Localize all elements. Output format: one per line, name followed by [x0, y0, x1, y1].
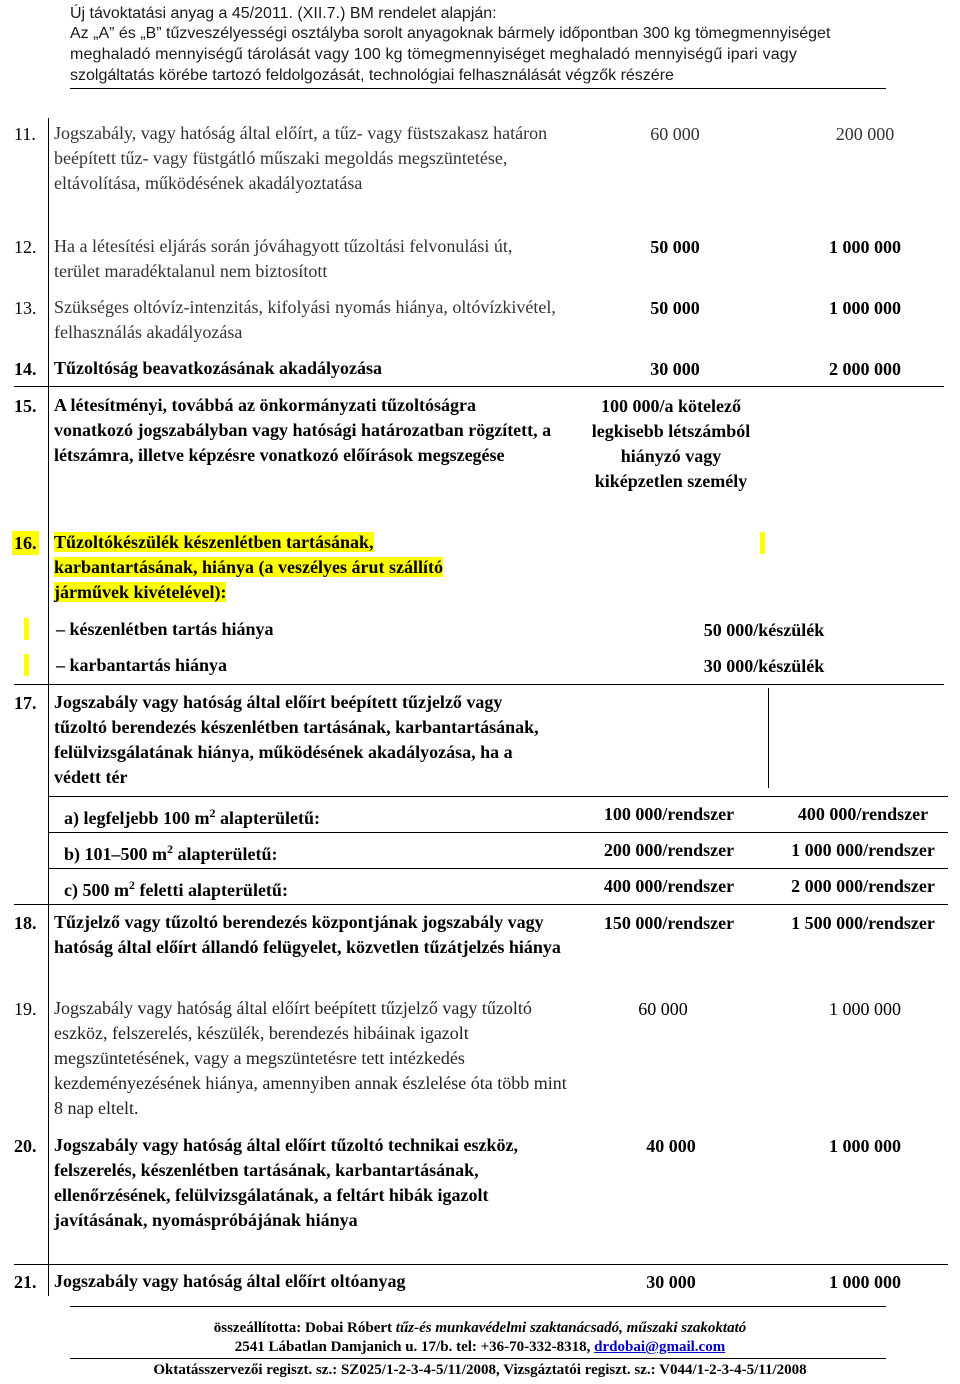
header-rule — [70, 88, 886, 89]
row-19-max: 1 000 000 — [829, 999, 901, 1019]
row-20-bottom-rule — [14, 1264, 948, 1265]
row-14-text: Tűzoltóság beavatkozásának akadályozása — [54, 358, 383, 378]
row-19-number: 19. — [14, 999, 37, 1019]
row-20-max: 1 000 000 — [829, 1136, 901, 1156]
row17-right-rule — [768, 688, 769, 788]
row-17a-top-rule — [48, 796, 948, 797]
row-19-text: Jogszabály vagy hatóság által előírt beépített tűzjelző vagy tűzoltó eszköz, felszerelés, készülék, berendezés hibáinak igazolt megszüntetésének, vagy a megszüntetésre tett intézkedés kezdeményezésének hiánya, amennyiben annak észlelése óta több mint 8 nap eltelt. — [54, 998, 567, 1118]
row-17c-max: 2 000 000/rendszer — [791, 876, 935, 896]
row-16a-change-marker — [24, 618, 29, 640]
header-line-2: Az „A” és „B” tűzveszélyességi osztályba sorolt anyagoknak bármely időpontban 300 kg tömegmennyiséget — [70, 25, 831, 42]
row-16-text-line-1: Tűzoltókészülék készenlétben tartásának, — [54, 532, 374, 552]
row-20-number: 20. — [14, 1136, 37, 1156]
row-15-fine: 100 000/a kötelező legkisebb létszámból hiányzó vagy kiképzetlen személy — [591, 396, 751, 491]
row-20-text: Jogszabály vagy hatóság által előírt tűzoltó technikai eszköz, felszerelés, készenlétben tartásának, karbantartásának, ellenőrzésének, felülvizsgálatának, a feltárt hibák igazolt javításának, nyomáspróbájának hiánya — [54, 1135, 518, 1230]
row-14-divider — [14, 386, 944, 387]
row-17c-label: c) 500 $m^2$ feletti alapterületű: — [64, 878, 288, 900]
row-17b-top-rule — [48, 832, 948, 833]
row-16a-fine: 50 000/készülék — [703, 620, 825, 640]
row-11-number: 11. — [14, 124, 36, 144]
row-14-min: 30 000 — [650, 359, 700, 379]
row-12-min: 50 000 — [650, 237, 700, 257]
left-table-rule — [48, 118, 49, 1296]
row-12-text: Ha a létesítési eljárás során jóváhagyott tűzoltási felvonulási út, terület maradéktalanul nem biztosított — [54, 236, 513, 281]
footer-rule-2 — [70, 1358, 886, 1359]
footer-compiled-by: összeállította: Dobai Róbert tűz-és munkavédelmi szaktanácsadó, műszaki szakoktató — [213, 1320, 747, 1336]
row-12-max: 1 000 000 — [829, 237, 901, 257]
row-17-bottom-rule — [14, 904, 948, 905]
row-11-max: 200 000 — [835, 124, 895, 144]
row-21-text: Jogszabály vagy hatóság által előírt oltóanyag — [54, 1271, 406, 1291]
row-18-text: Tűzjelző vagy tűzoltó berendezés központjának jogszabály vagy hatóság által előírt állandó felügyelet, közvetlen tűzátjelzés hiánya — [54, 912, 561, 957]
footer-address: 2541 Lábatlan Damjanich u. 17/b. tel: +36-70-332-8318, drdobai@gmail.com — [234, 1339, 726, 1355]
row-17c-top-rule — [48, 868, 948, 869]
row-16-change-marker — [760, 532, 765, 554]
row-16-text-line-3: járművek kivételével): — [54, 582, 227, 602]
header-line-4: szolgáltatás körébe tartozó feldolgozását, technológiai felhasználását végzők részére — [70, 67, 674, 84]
row-17b-min: 200 000/rendszer — [603, 840, 735, 860]
row-16b-label: – karbantartás hiánya — [56, 655, 228, 675]
row-13-max: 1 000 000 — [829, 298, 901, 318]
row-17-number: 17. — [14, 693, 37, 713]
row-14-max: 2 000 000 — [829, 359, 901, 379]
row-13-min: 50 000 — [650, 298, 700, 318]
row-13-number: 13. — [14, 298, 37, 318]
row-21-min: 30 000 — [646, 1272, 696, 1292]
row-17-text: Jogszabály vagy hatóság által előírt beépített tűzjelző vagy tűzoltó berendezés készenlétben tartásának, karbantartásának, felülvizsgálatának hiánya, működésének akadályozása, ha a védett tér — [54, 692, 539, 787]
row-16-text-line-2: karbantartásának, hiánya (a veszélyes árut szállító — [54, 557, 443, 577]
row-17b-max: 1 000 000/rendszer — [791, 840, 935, 860]
row-13-text: Szükséges oltóvíz-intenzitás, kifolyási nyomás hiánya, oltóvízkivétel, felhasználás akadályozása — [54, 297, 556, 342]
row-11-text: Jogszabály, vagy hatóság által előírt, a tűz- vagy füstszakasz határon beépített tűz- vagy füstgátló műszaki megoldás megszüntetése, eltávolítása, működésének akadályoztatása — [54, 123, 548, 193]
row-19-min: 60 000 — [638, 999, 688, 1019]
row-16b-fine: 30 000/készülék — [703, 656, 825, 676]
row-17a-min: 100 000/rendszer — [603, 804, 735, 824]
row-15-number: 15. — [14, 396, 37, 416]
row-11-min: 60 000 — [650, 124, 700, 144]
row-17a-max: 400 000/rendszer — [797, 804, 929, 824]
row-15-text: A létesítményi, továbbá az önkormányzati tűzoltóságra vonatkozó jogszabályban vagy hatósági határozatban rögzített, a létszámra, illetve képzésre vonatkozó előírások megszegése — [54, 395, 552, 465]
footer-compiled-title: tűz-és munkavédelmi szaktanácsadó, műszaki szakoktató — [395, 1320, 747, 1336]
row-16b-change-marker — [24, 654, 29, 676]
row-18-number: 18. — [14, 913, 37, 933]
row-18-min: 150 000/rendszer — [603, 913, 735, 933]
row-21-number: 21. — [14, 1272, 37, 1292]
row-16-divider — [14, 684, 944, 685]
row-12-number: 12. — [14, 237, 37, 257]
footer-registration: Oktatásszervezői regiszt. sz.: SZ025/1-2-3-4-5/11/2008, Vizsgáztatói regiszt. sz.: V044/1-2-3-4-5/11/2008 — [153, 1362, 807, 1378]
footer-rule — [70, 1306, 886, 1307]
row-17a-label: a) legfeljebb 100 $m^2$ alapterületű: — [64, 806, 320, 828]
row-17c-min: 400 000/rendszer — [603, 876, 735, 896]
row-16-number: 16. — [14, 533, 37, 553]
row-21-max: 1 000 000 — [829, 1272, 901, 1292]
header-line-3: meghaladó mennyiségű tárolását vagy 100 kg tömegmennyiséget meghaladó mennyiségű ipari vagy — [70, 46, 797, 63]
row-20-min: 40 000 — [646, 1136, 696, 1156]
row-16-text — [54, 530, 443, 605]
header-line-1: Új távoktatási anyag a 45/2011. (XII.7.) BM rendelet alapján: — [70, 5, 497, 22]
row-14-number: 14. — [14, 359, 37, 379]
row-18-max: 1 500 000/rendszer — [791, 913, 935, 933]
row-17b-label: b) 101–500 $m^2$ alapterületű: — [64, 842, 278, 864]
row-16a-label: – készenlétben tartás hiánya — [56, 619, 274, 639]
footer-email-link[interactable]: drdobai@gmail.com — [594, 1339, 726, 1355]
